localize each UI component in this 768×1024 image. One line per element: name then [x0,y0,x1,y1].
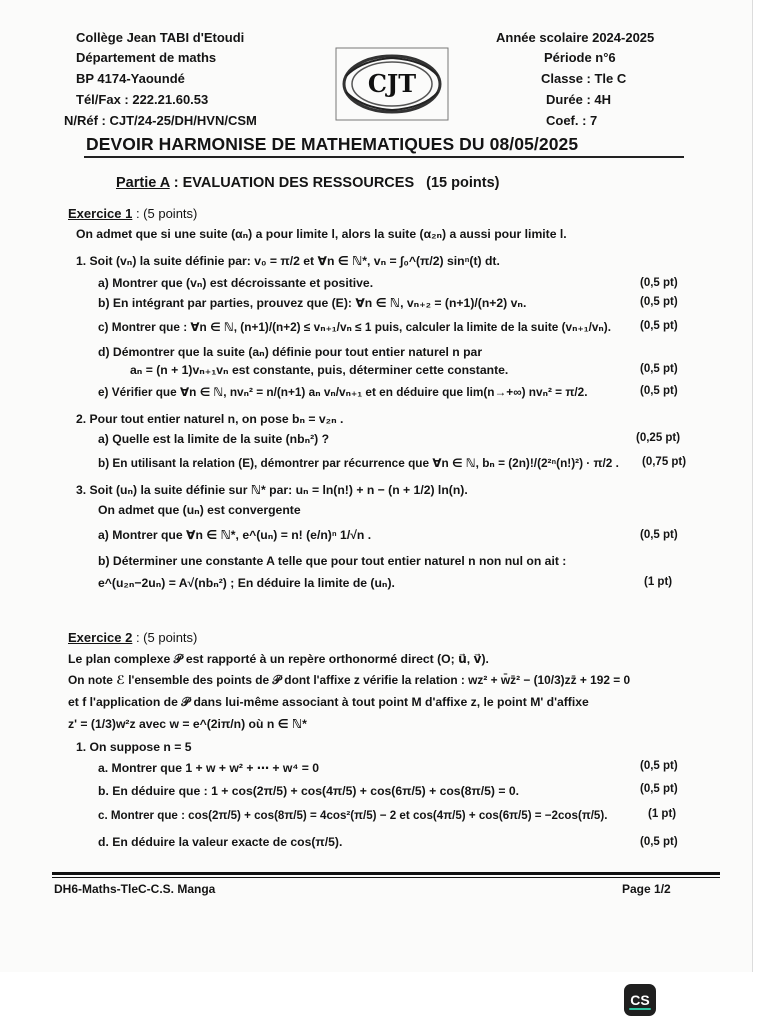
school-logo [332,46,452,122]
ex1-q1d-cont: aₙ = (n + 1)vₙ₊₁vₙ est constante, puis, déterminer cette constante. [130,363,509,377]
ex1-q1e: e) Vérifier que ∀n ∈ ℕ, nvₙ² = n/(n+1) aₙ vₙ/vₙ₊₁ et en déduire que lim(n→+∞) nvₙ² = π/2. [98,385,588,399]
period: Période n°6 [544,50,616,65]
ex2-q1b-points: (0,5 pt) [640,783,678,795]
exercise-1-heading [68,206,197,221]
ex1-q2b: b) En utilisant la relation (E), démontrer par récurrence que ∀n ∈ ℕ, bₙ = (2n)!/(2²ⁿ(n!)²) · π/2 . [98,456,619,470]
ex2-q1b: b. En déduire que : 1 + cos(2π/5) + cos(4π/5) + cos(6π/5) + cos(8π/5) = 0. [98,784,520,798]
part-heading [116,175,499,191]
ex1-q3b-points: (1 pt) [644,576,673,588]
ex1-q1: 1. Soit (vₙ) la suite définie par: v₀ = π/2 et ∀n ∈ ℕ*, vₙ = ∫₀^(π/2) sinⁿ(t) dt. [76,254,500,268]
coefficient: Coef. : 7 [546,113,598,128]
school-name: Collège Jean TABI d'Etoudi [76,30,245,45]
ex1-q1e-points: (0,5 pt) [640,385,678,397]
footer-code: DH6-Maths-TleC-C.S. Manga [54,882,216,896]
ex1-q3a-points: (0,5 pt) [640,529,678,541]
exercise-2-label: Exercice 2 [68,630,133,645]
part-text: : EVALUATION DES RESSOURCES [169,175,415,191]
duration: Durée : 4H [546,92,612,107]
footer-rule-thin [52,877,720,878]
ex1-q1c: c) Montrer que : ∀n ∈ ℕ, (n+1)/(n+2) ≤ vₙ₊₁/vₙ ≤ 1 puis, calculer la limite de la suite (vₙ₊₁/vₙ). [98,320,612,334]
exercise-1-label: Exercice 1 [68,206,133,221]
ex1-intro: On admet que si une suite (αₙ) a pour limite l, alors la suite (α₂ₙ) a aussi pour limite l. [76,227,567,241]
postal-box: BP 4174-Yaoundé [76,71,185,86]
camscanner-badge: CS [624,984,656,1016]
ex1-q3b-cont: e^(u₂ₙ−2uₙ) = A√(nbₙ²) ; En déduire la limite de (uₙ). [98,576,395,590]
logo-text: CJT [367,69,417,98]
ex1-q2a-points: (0,25 pt) [636,432,681,444]
ex1-q3b: b) Déterminer une constante A telle que pour tout entier naturel n non nul on ait : [98,554,567,568]
ex1-q2b-points: (0,75 pt) [642,456,687,468]
ex2-q1a: a. Montrer que 1 + w + w² + ⋯ + w⁴ = 0 [98,761,320,775]
ex1-q1b: b) En intégrant par parties, prouvez que (E): ∀n ∈ ℕ, vₙ₊₂ = (n+1)/(n+2) vₙ. [98,296,527,310]
school-year: Année scolaire 2024-2025 [496,30,655,45]
page-number: Page 1/2 [622,882,671,896]
ex1-q2a: a) Quelle est la limite de la suite (nbₙ²) ? [98,432,330,446]
part-label: Partie A [116,175,170,191]
ex1-q3a: a) Montrer que ∀n ∈ ℕ*, e^(uₙ) = n! (e/n)ⁿ 1/√n . [98,528,372,542]
ex2-q1a-points: (0,5 pt) [640,760,678,772]
exercise-1-points: : (5 points) [132,206,198,221]
ex2-set-e: On note ℰ l'ensemble des points de 𝒫 dont l'affixe z vérifie la relation : wz² + w̄z̄² − (10/3)zz̄ + 192 = 0 [68,673,631,687]
ex1-q1a: a) Montrer que (vₙ) est décroissante et positive. [98,276,374,290]
ex2-q1: 1. On suppose n = 5 [76,740,192,754]
ex1-q3: 3. Soit (uₙ) la suite définie sur ℕ* par: uₙ = ln(n!) + n − (n + 1/2) ln(n). [76,483,468,497]
exam-title: DEVOIR HARMONISE DE MATHEMATIQUES DU 08/05/2025 [86,134,579,154]
title-underline [84,156,684,158]
ex2-q1d-points: (0,5 pt) [640,836,678,848]
ex1-q2: 2. Pour tout entier naturel n, on pose bₙ = v₂ₙ . [76,412,344,426]
ex1-q1a-points: (0,5 pt) [640,277,678,289]
ex1-q3-note: On admet que (uₙ) est convergente [98,503,301,517]
ex2-q1c: c. Montrer que : cos(2π/5) + cos(8π/5) = 4cos²(π/5) − 2 et cos(4π/5) + cos(6π/5) = −2cos(π/5). [98,809,608,822]
ex2-q1c-points: (1 pt) [648,808,677,820]
exercise-2-points: : (5 points) [132,630,198,645]
ex2-map-f: et f l'application de 𝒫 dans lui-même associant à tout point M d'affixe z, le point M' d'affixe [68,695,589,709]
ex1-q1c-points: (0,5 pt) [640,320,678,332]
class: Classe : Tle C [541,71,627,86]
ex1-q1d: d) Démontrer que la suite (aₙ) définie pour tout entier naturel n par [98,345,483,359]
footer-rule [52,872,720,875]
part-points: (15 points) [426,175,500,191]
exercise-2-heading [68,630,197,645]
ex2-z-prime: z' = (1/3)w²z avec w = e^(2iπ/n) où n ∈ ℕ* [68,717,307,731]
ex2-q1d: d. En déduire la valeur exacte de cos(π/5). [98,835,343,849]
reference: N/Réf : CJT/24-25/DH/HVN/CSM [64,113,257,128]
department: Département de maths [76,50,217,65]
ex1-q1b-points: (0,5 pt) [640,296,678,308]
ex1-q1d-points: (0,5 pt) [640,363,678,375]
ex2-intro: Le plan complexe 𝒫 est rapporté à un repère orthonormé direct (O; u⃗, v⃗). [68,652,489,666]
phone-fax: Tél/Fax : 222.21.60.53 [76,92,209,107]
